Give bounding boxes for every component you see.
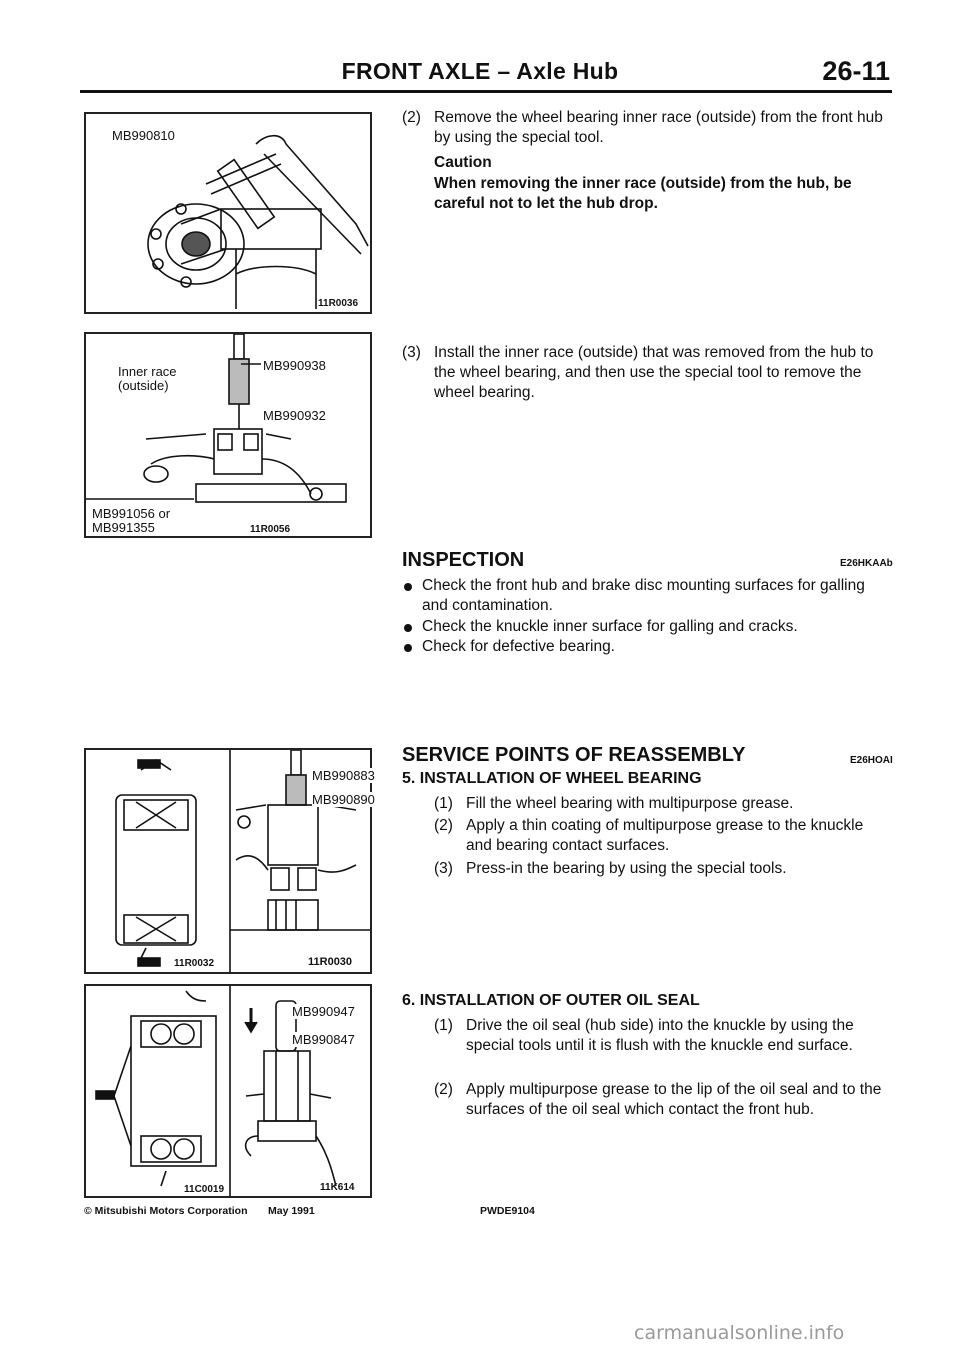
step-number: (3)	[434, 860, 453, 877]
step-text: Fill the wheel bearing with multipurpose grease.	[466, 795, 794, 812]
label-inner-race: Inner race	[118, 364, 177, 379]
caution-title: Caution	[434, 154, 492, 171]
figure-code-left: 11C0019	[184, 1184, 225, 1195]
label-tool-mb990883: MB990883	[312, 768, 375, 783]
section-oil-seal-title: 6. INSTALLATION OF OUTER OIL SEAL	[402, 992, 700, 1009]
figure-code-left: 11R0032	[174, 958, 215, 969]
watermark: carmanualsonline.info	[634, 1322, 845, 1344]
step-number: (2)	[434, 1081, 453, 1098]
reassembly-step	[402, 794, 892, 814]
figure-code: 11R0036	[318, 298, 359, 309]
figure-code-right: 11R0030	[308, 956, 353, 968]
inspection-code: E26HKAAb	[840, 558, 893, 569]
label-tool-mb991056: MB991056 or	[92, 506, 171, 521]
footer-date: May 1991	[268, 1205, 315, 1217]
label-tool-mb991355: MB991355	[92, 520, 155, 535]
footer-copyright: © Mitsubishi Motors Corporation	[84, 1205, 248, 1217]
step-text: Install the inner race (outside) that was removed from the hub to the wheel bearing, and then use the special tool to remove the wheel bearing.	[434, 344, 874, 401]
figure-bearing-press	[84, 748, 375, 974]
label-tool-mb990938: MB990938	[263, 358, 326, 373]
header-rule	[80, 90, 892, 93]
label-tool-mb990932: MB990932	[263, 408, 326, 423]
step-text: Apply a thin coating of multipurpose grease to the knuckle and bearing contact surfaces.	[466, 817, 864, 854]
reassembly-heading: SERVICE POINTS OF REASSEMBLY	[402, 744, 746, 766]
figure-hub-puller	[84, 112, 372, 314]
figure-oil-seal-drive	[84, 984, 372, 1198]
footer-doc-code: PWDE9104	[480, 1205, 535, 1217]
step-install-inner-race	[402, 343, 892, 403]
step-number: (2)	[434, 817, 453, 834]
reassembly-step	[402, 1080, 892, 1120]
bearing-press-illustration	[86, 750, 370, 972]
caution-text: When removing the inner race (outside) from the hub, be careful not to let the hub drop.	[434, 175, 852, 212]
inspection-item: Check the knuckle inner surface for galling and cracks.	[422, 618, 798, 635]
step-number: (2)	[402, 109, 421, 126]
inspection-item: Check the front hub and brake disc mounting surfaces for galling and contamination.	[422, 577, 865, 614]
figure-code-right: 11K614	[320, 1182, 355, 1193]
hub-puller-illustration	[86, 114, 370, 312]
bullet-dot	[404, 644, 412, 652]
inspection-heading: INSPECTION	[402, 549, 525, 571]
step-number: (3)	[402, 344, 421, 361]
label-outside: (outside)	[118, 378, 169, 393]
step-text: Apply multipurpose grease to the lip of the oil seal and to the surfaces of the oil seal which contact the front hub.	[466, 1081, 882, 1118]
step-remove-inner-race	[402, 108, 892, 148]
reassembly-step	[402, 1016, 892, 1056]
step-text: Press-in the bearing by using the special tools.	[466, 860, 787, 877]
bullet-dot	[404, 624, 412, 632]
label-tool-mb990847: MB990847	[292, 1032, 355, 1047]
reassembly-code: E26HOAI	[850, 755, 893, 766]
step-text: Remove the wheel bearing inner race (outside) from the front hub by using the special tool.	[434, 109, 883, 146]
step-number: (1)	[434, 795, 453, 812]
figure-label: MB990810	[112, 128, 175, 143]
section-wheel-bearing-title: 5. INSTALLATION OF WHEEL BEARING	[402, 770, 702, 787]
figure-code: 11R0056	[250, 524, 291, 535]
page-number: 26-11	[822, 56, 890, 86]
inspection-item: Check for defective bearing.	[422, 638, 615, 655]
step-text: Drive the oil seal (hub side) into the knuckle by using the special tools until it is flush with the knuckle end surface.	[466, 1017, 854, 1054]
label-tool-mb990947: MB990947	[292, 1004, 355, 1019]
reassembly-step	[402, 859, 892, 879]
label-tool-mb990890: MB990890	[312, 792, 375, 807]
bullet-dot	[404, 583, 412, 591]
page-title: FRONT AXLE – Axle Hub	[341, 58, 619, 84]
step-number: (1)	[434, 1017, 453, 1034]
figure-inner-race-press	[84, 332, 372, 538]
reassembly-step	[402, 816, 892, 856]
